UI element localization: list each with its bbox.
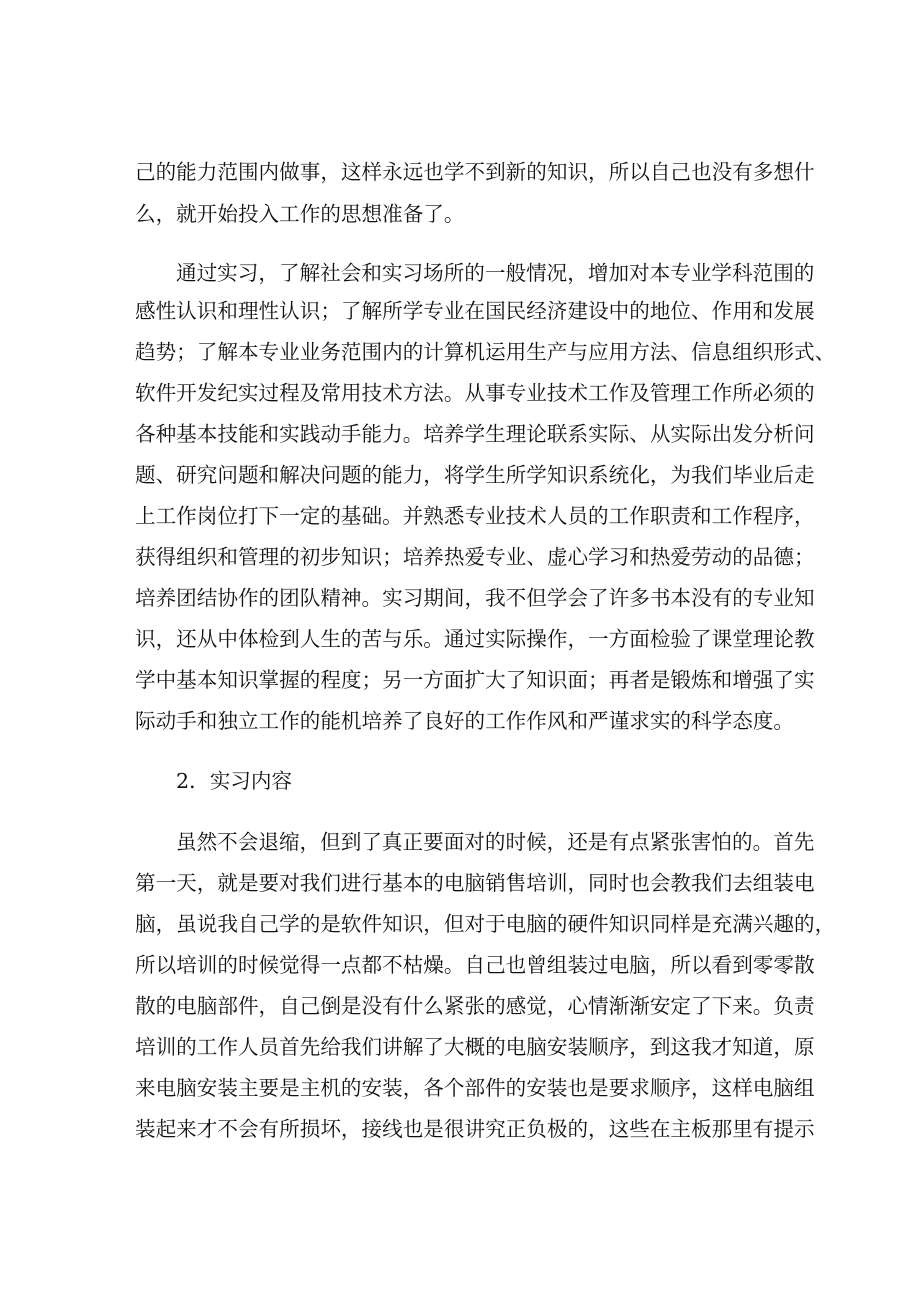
text-line: 装起来才不会有所损坏，接线也是很讲究正负极的，这些在主板那里有提示 xyxy=(135,1117,815,1141)
text-line: 散的电脑部件，自己倒是没有什么紧张的感觉，心情渐渐安定了下来。负责 xyxy=(135,994,815,1018)
text-line: 趋势；了解本专业业务范围内的计算机运用生产与应用方法、信息组织形式、 xyxy=(135,340,836,364)
text-line: 软件开发纪实过程及常用技术方法。从事专业技术工作及管理工作所必须的 xyxy=(135,381,815,405)
text-line: 第一天，就是要对我们进行基本的电脑销售培训，同时也会教我们去组装电 xyxy=(135,871,815,895)
text-line: 虽然不会退缩，但到了真正要面对的时候，还是有点紧张害怕的。首先 xyxy=(176,830,815,854)
text-line: 感性认识和理性认识；了解所学专业在国民经济建设中的地位、作用和发展 xyxy=(135,299,815,323)
text-line: 上工作岗位打下一定的基础。并熟悉专业技术人员的工作职责和工作程序， xyxy=(135,504,815,528)
text-line: 来电脑安装主要是主机的安装，各个部件的安装也是要求顺序，这样电脑组 xyxy=(135,1076,815,1100)
text-line: 各种基本技能和实践动手能力。培养学生理论联系实际、从实际出发分析问 xyxy=(135,422,815,446)
text-line: 培训的工作人员首先给我们讲解了大概的电脑安装顺序，到这我才知道，原 xyxy=(135,1035,815,1059)
text-line: 际动手和独立工作的能机培养了良好的工作作风和严谨求实的科学态度。 xyxy=(135,709,794,733)
text-line: 识，还从中体检到人生的苦与乐。通过实际操作，一方面检验了课堂理论教 xyxy=(135,627,815,651)
text-line: 培养团结协作的团队精神。实习期间，我不但学会了许多书本没有的专业知 xyxy=(135,586,815,610)
text-line: 通过实习，了解社会和实习场所的一般情况，增加对本专业学科范围的 xyxy=(176,261,815,285)
text-line: 己的能力范围内做事，这样永远也学不到新的知识，所以自己也没有多想什 xyxy=(135,160,815,184)
text-line: 学中基本知识掌握的程度；另一方面扩大了知识面；再者是锻炼和增强了实 xyxy=(135,668,815,692)
text-line: 题、研究问题和解决问题的能力，将学生所学知识系统化，为我们毕业后走 xyxy=(135,463,815,487)
text-line: 脑，虽说我自己学的是软件知识，但对于电脑的硬件知识同样是充满兴趣的， xyxy=(135,912,836,936)
section-heading: 2．实习内容 xyxy=(176,769,293,793)
text-line: 么，就开始投入工作的思想准备了。 xyxy=(135,202,465,226)
text-line: 获得组织和管理的初步知识；培养热爱专业、虚心学习和热爱劳动的品德； xyxy=(135,545,815,569)
text-line: 所以培训的时候觉得一点都不枯燥。自己也曾组装过电脑，所以看到零零散 xyxy=(135,953,815,977)
